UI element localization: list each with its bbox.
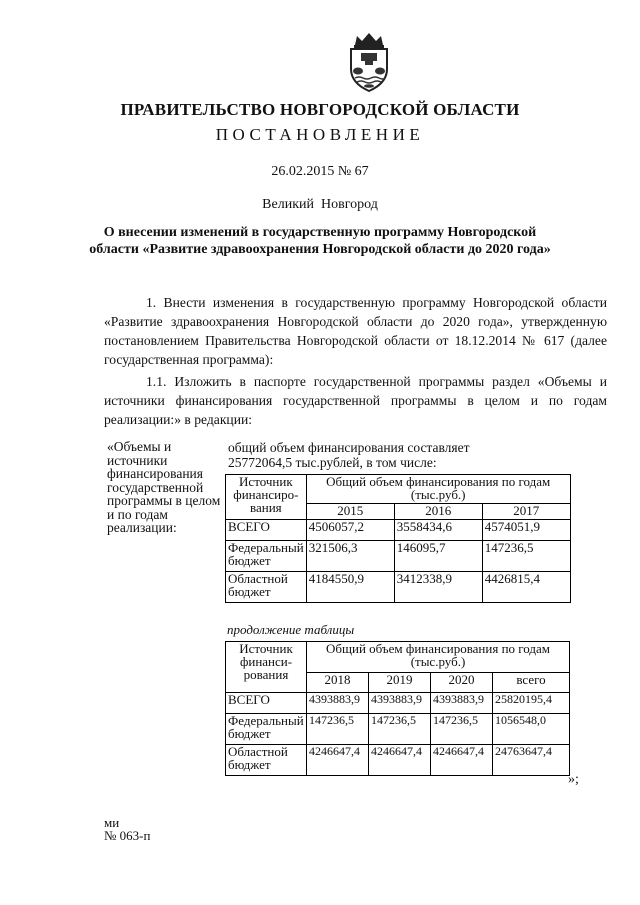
table-row: [226, 541, 571, 572]
table-row: [226, 520, 571, 541]
footer-line-1: ми: [104, 815, 120, 830]
row-label: Федеральный бюджет: [226, 714, 307, 745]
row-value: 4393883,9: [369, 693, 431, 714]
row-value: 147236,5: [431, 714, 493, 745]
year-cell: 2015: [306, 504, 394, 520]
row-value: 4246647,4: [431, 745, 493, 776]
row-value: 25820195,4: [493, 693, 570, 714]
financing-table-2: [225, 641, 570, 776]
row-value: 147236,5: [482, 541, 570, 572]
row-value: 1056548,0: [493, 714, 570, 745]
row-label: Федеральный бюджет: [226, 541, 307, 572]
volume-header: Общий объем финансирования по годам (тыс.руб.): [306, 475, 570, 504]
source-header: Источник финансиро-вания: [226, 475, 307, 520]
subject-line-2: области «Развитие здравоохранения Новгородской области до 2020 года»: [89, 242, 551, 257]
subject-line-1: О внесении изменений в государственную программу Новгородской: [103, 225, 537, 240]
table-header-row: [226, 475, 571, 504]
row-value: 4393883,9: [307, 693, 369, 714]
footer-code: [104, 816, 150, 842]
table-row: [226, 745, 570, 776]
row-value: 3412338,9: [394, 572, 482, 603]
volume-header: Общий объем финансирования по годам (тыс.руб.): [307, 642, 570, 673]
row-value: 4393883,9: [431, 693, 493, 714]
row-value: 4184550,9: [306, 572, 394, 603]
row-value: 146095,7: [394, 541, 482, 572]
government-title: ПРАВИТЕЛЬСТВО НОВГОРОДСКОЙ ОБЛАСТИ: [120, 100, 520, 119]
document-city: Великий Новгород: [262, 197, 378, 212]
year-cell: 2019: [369, 673, 431, 693]
row-label: Областной бюджет: [226, 745, 307, 776]
row-value: 4506057,2: [306, 520, 394, 541]
paragraph-1: 1. Внести изменения в государственную программу Новгородской области «Развитие здравоохранения Новгородской области до 2020 года», утвержденную постановлением Правительства Новгородской области от 18.12.2014 № 617 (далее государственная программа):: [104, 295, 607, 367]
row-value: 321506,3: [306, 541, 394, 572]
table-row: [226, 693, 570, 714]
financing-side-label: «Объемы и источники финансирования государственной программы в целом и по годам реализации:: [107, 439, 221, 535]
row-value: 4574051,9: [482, 520, 570, 541]
table-header-row: [226, 642, 570, 673]
year-cell: 2017: [482, 504, 570, 520]
row-value: 147236,5: [307, 714, 369, 745]
row-label: ВСЕГО: [226, 520, 307, 541]
paragraph-2: 1.1. Изложить в паспорте государственной программы раздел «Объемы и источники финансирования государственной программы в целом и по годам реализации:» в редакции:: [104, 374, 607, 427]
row-value: 4246647,4: [307, 745, 369, 776]
table-row: [226, 714, 570, 745]
year-cell: 2018: [307, 673, 369, 693]
year-cell: 2020: [431, 673, 493, 693]
footer-line-2: № 063-п: [104, 828, 151, 843]
source-header: Источник финанси-рования: [226, 642, 307, 693]
quote-end-mark: »;: [568, 772, 579, 787]
row-label: ВСЕГО: [226, 693, 307, 714]
total-cell: всего: [493, 673, 570, 693]
row-value: 4426815,4: [482, 572, 570, 603]
table-continuation-label: продолжение таблицы: [227, 622, 355, 637]
row-value: 4246647,4: [369, 745, 431, 776]
year-cell: 2016: [394, 504, 482, 520]
row-label: Областной бюджет: [226, 572, 307, 603]
total-financing-text: [228, 440, 588, 470]
row-value: 147236,5: [369, 714, 431, 745]
total-line-1: общий объем финансирования составляет: [228, 440, 470, 455]
document-subject: [0, 224, 640, 258]
row-value: 3558434,6: [394, 520, 482, 541]
document-type: ПОСТАНОВЛЕНИЕ: [215, 125, 425, 144]
table-row: [226, 572, 571, 603]
total-line-2: 25772064,5 тыс.рублей, в том числе:: [228, 455, 437, 470]
coat-of-arms-icon: [343, 31, 395, 93]
financing-table-1: [225, 474, 571, 603]
row-value: 24763647,4: [493, 745, 570, 776]
document-date-number: 26.02.2015 № 67: [271, 164, 369, 179]
